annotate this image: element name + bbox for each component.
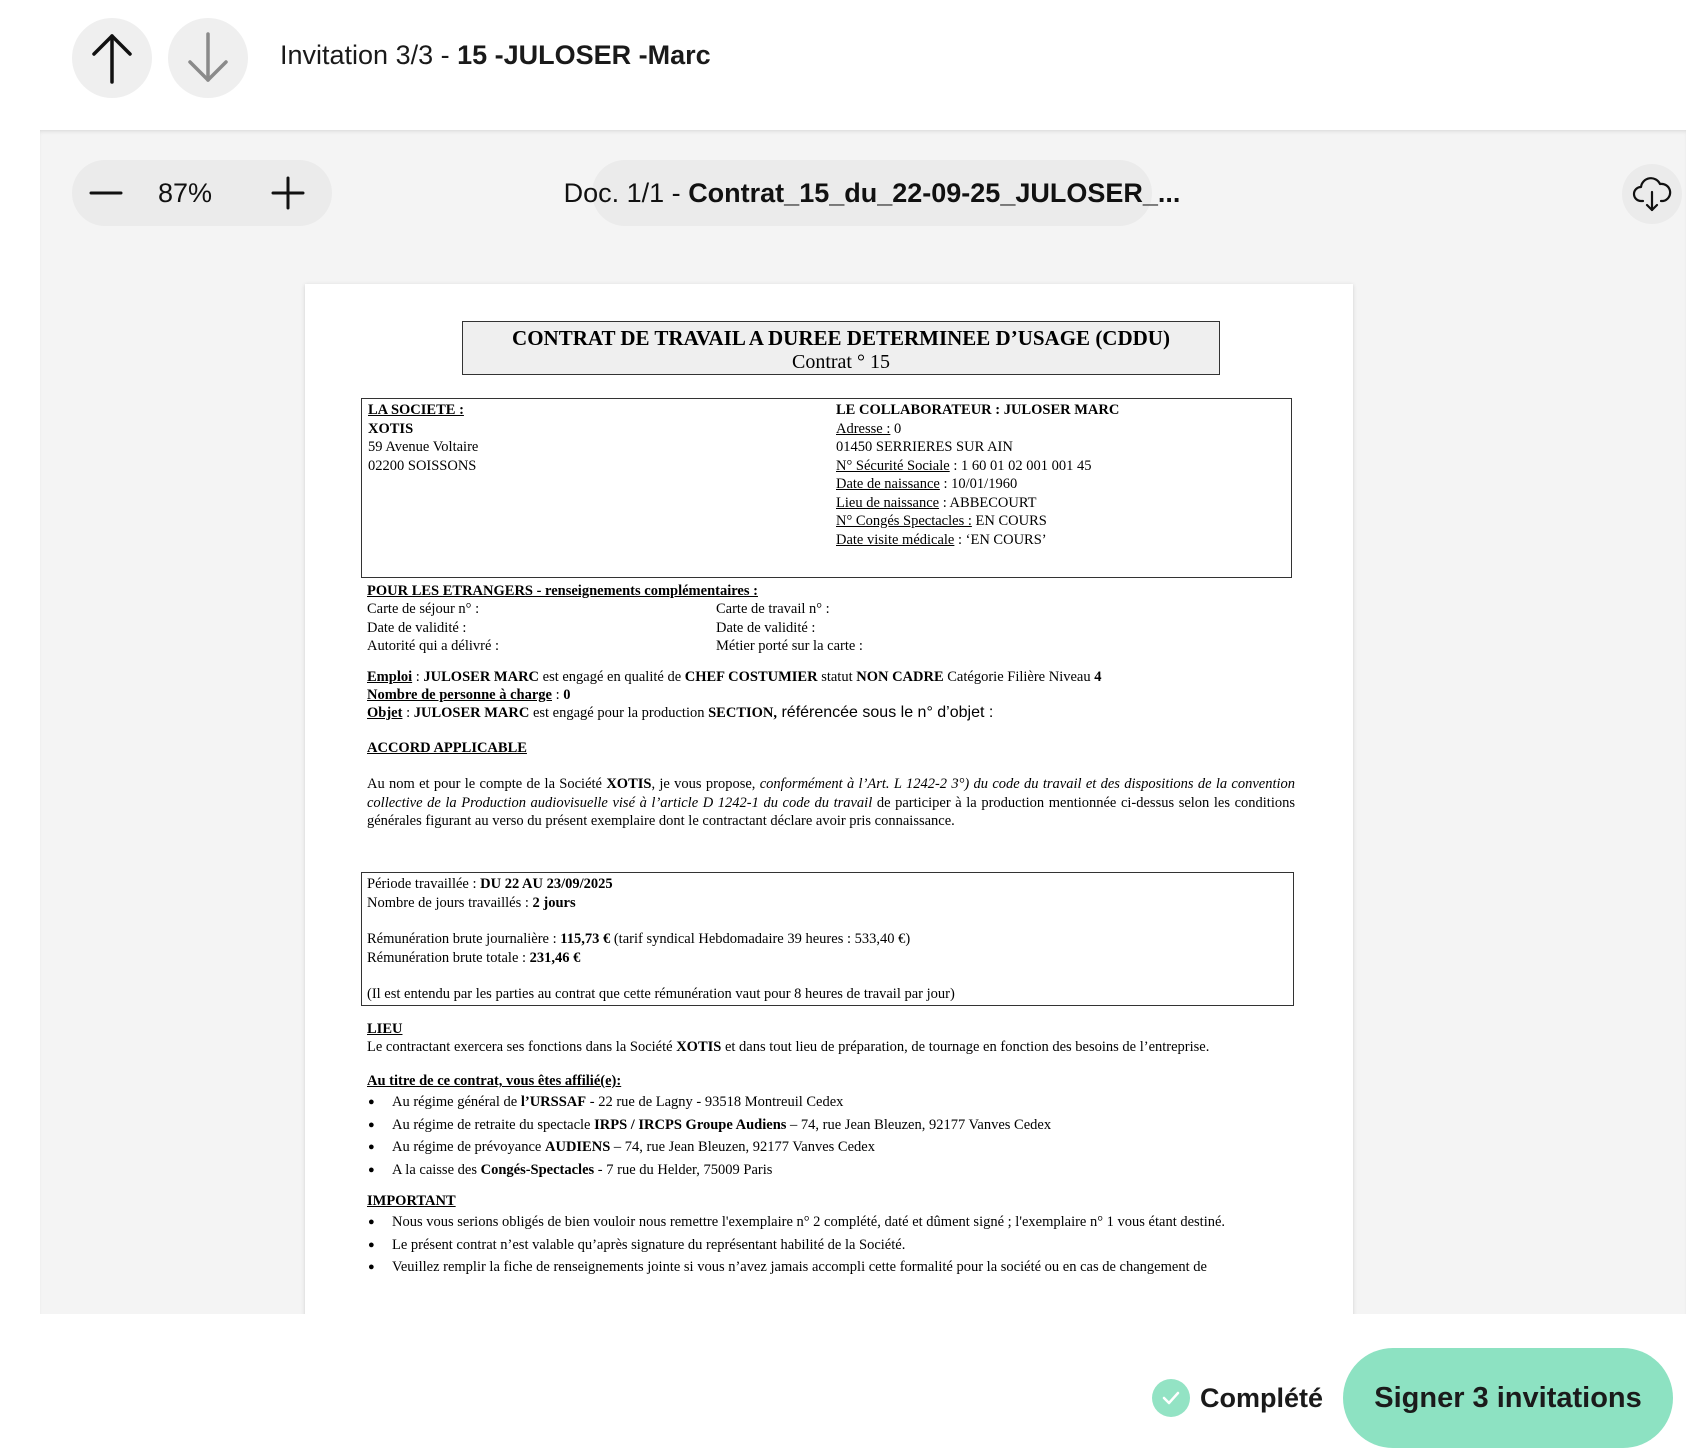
foreigners-heading: POUR LES ETRANGERS - renseignements complémentaires :	[367, 583, 758, 599]
check-icon	[1160, 1387, 1182, 1409]
invitation-name: 15 -JULOSER -Marc	[457, 40, 711, 70]
header	[0, 0, 1686, 130]
collaborator-birthdate: Date de naissance : 10/01/1960	[836, 476, 1018, 492]
company-info	[368, 401, 478, 475]
period-worked: Période travaillée : DU 22 AU 23/09/2025	[367, 876, 613, 892]
arrow-down-icon	[186, 32, 230, 84]
collaborator-conges: N° Congés Spectacles : EN COURS	[836, 513, 1047, 529]
document-index: Doc. 1/1 -	[563, 177, 681, 208]
zoom-out-button[interactable]	[86, 173, 126, 213]
download-button[interactable]	[1622, 164, 1682, 224]
document-selector[interactable]	[563, 160, 1181, 226]
cloud-download-icon	[1632, 174, 1672, 214]
parties-box	[361, 398, 1292, 578]
contract-title-box	[462, 321, 1220, 375]
collaborator-medical: Date visite médicale : ‘EN COURS’	[836, 531, 1047, 548]
company-address-line2: 02200 SOISSONS	[368, 457, 477, 474]
zoom-in-button[interactable]	[268, 173, 308, 213]
company-address-line1: 59 Avenue Voltaire	[368, 439, 479, 455]
foreigners-fields: Carte de séjour n° : Carte de travail n° : Date de validité : Date de validité : Autorité qui a délivré : Métier porté sur la carte :	[367, 601, 863, 654]
footer	[0, 1314, 1686, 1456]
document-page	[305, 284, 1353, 1384]
list-item: ● Nous vous serions obligés de bien vouloir nous remettre l'exemplaire n° 2 complété, daté et dûment signé ; l'exemplaire n° 1 vous étant destiné.	[367, 1213, 1295, 1232]
daily-pay: Rémunération brute journalière : 115,73 € (tarif syndical Hebdomadaire 39 heures : 533,40 €)	[367, 931, 911, 947]
pay-note: (Il est entendu par les parties au contrat que cette rémunération vaut pour 8 heures de travail par jour)	[367, 986, 955, 1002]
plus-icon	[271, 176, 305, 210]
list-item: ● Au régime de prévoyance AUDIENS – 74, rue Jean Bleuzen, 92177 Vanves Cedex	[367, 1138, 1295, 1157]
completed-label: Complété	[1200, 1382, 1324, 1413]
contract-title: CONTRAT DE TRAVAIL A DUREE DETERMINEE D’USAGE (CDDU)	[512, 326, 1170, 350]
accord-heading: ACCORD APPLICABLE	[367, 740, 527, 756]
completed-check	[1152, 1379, 1190, 1417]
lieu-paragraph: Le contractant exercera ses fonctions dans la Société XOTIS et dans tout lieu de préparation, de tournage en fonction des besoins de l’entreprise.	[367, 1039, 1210, 1055]
contract-number: Contrat ° 15	[792, 351, 890, 373]
invitation-title: Invitation 3/3 - 15 -JULOSER -Marc	[280, 40, 711, 70]
important-heading: IMPORTANT	[367, 1193, 456, 1209]
list-item: ● Au régime général de l’URSSAF - 22 rue de Lagny - 93518 Montreuil Cedex	[367, 1093, 1295, 1112]
affiliation-heading: Au titre de ce contrat, vous êtes affilié(e):	[367, 1073, 622, 1089]
persons-line: Nombre de personne à charge : 0	[367, 687, 571, 703]
collaborator-address: Adresse : 0	[836, 420, 902, 437]
list-item: ● Veuillez remplir la fiche de renseignements jointe si vous n’avez jamais accompli cette formalité pour la société ou en cas de changement de	[367, 1258, 1295, 1277]
arrow-up-icon	[90, 32, 134, 84]
company-name: XOTIS	[368, 420, 414, 437]
list-item: ● Au régime de retraite du spectacle IRPS / IRCPS Groupe Audiens – 74, rue Jean Bleuzen, 92177 Vanves Cedex	[367, 1116, 1295, 1135]
objet-line: Objet : JULOSER MARC est engagé pour la production SECTION, référencée sous le n° d’objet :	[367, 704, 994, 721]
collaborator-info	[836, 401, 1119, 549]
minus-icon	[89, 176, 123, 210]
affiliation-list	[367, 1093, 1295, 1183]
important-list	[367, 1213, 1295, 1281]
period-box	[361, 872, 1294, 1006]
previous-invitation-button[interactable]	[72, 18, 152, 98]
list-item: ● A la caisse des Congés-Spectacles - 7 rue du Helder, 75009 Paris	[367, 1161, 1295, 1180]
collaborator-birthplace: Lieu de naissance : ABBECOURT	[836, 494, 1037, 511]
zoom-control	[72, 160, 332, 226]
accord-paragraph: Au nom et pour le compte de la Société XOTIS, je vous propose, conformément à l’Art. L 1242-2 3°) du code du travail et des dispositions de la convention collective de la Production audiovisuelle visé à l’article D 1242-1 du code du travail de participer à la production mentionnée ci-dessus selon les conditions générales figurant au verso du présent exemplaire dont le contractant déclare avoir pris connaissance.	[367, 776, 1296, 829]
completed-filter[interactable]	[1152, 1379, 1323, 1417]
document-name: Contrat_15_du_22-09-25_JULOSER_...	[688, 177, 1181, 208]
days-worked: Nombre de jours travaillés : 2 jours	[367, 894, 576, 911]
collaborator-city: 01450 SERRIERES SUR AIN	[836, 439, 1013, 455]
emploi-line: Emploi : JULOSER MARC est engagé en qualité de CHEF COSTUMIER statut NON CADRE Catégorie Filière Niveau 4	[367, 669, 1102, 685]
collaborator-heading: LE COLLABORATEUR : JULOSER MARC	[836, 402, 1120, 418]
next-invitation-button[interactable]	[168, 18, 248, 98]
zoom-level: 87%	[157, 178, 212, 208]
collaborator-ss: N° Sécurité Sociale : 1 60 01 02 001 001 45	[836, 457, 1092, 474]
list-item: ● Le présent contrat n’est valable qu’après signature du représentant habilité de la Société.	[367, 1236, 1295, 1255]
lieu-heading: LIEU	[367, 1021, 403, 1037]
company-heading: LA SOCIETE :	[368, 402, 464, 418]
total-pay: Rémunération brute totale : 231,46 €	[367, 949, 581, 966]
sign-invitations-button[interactable]: Signer 3 invitations	[1343, 1348, 1673, 1448]
document-viewer[interactable]	[40, 130, 1686, 1314]
